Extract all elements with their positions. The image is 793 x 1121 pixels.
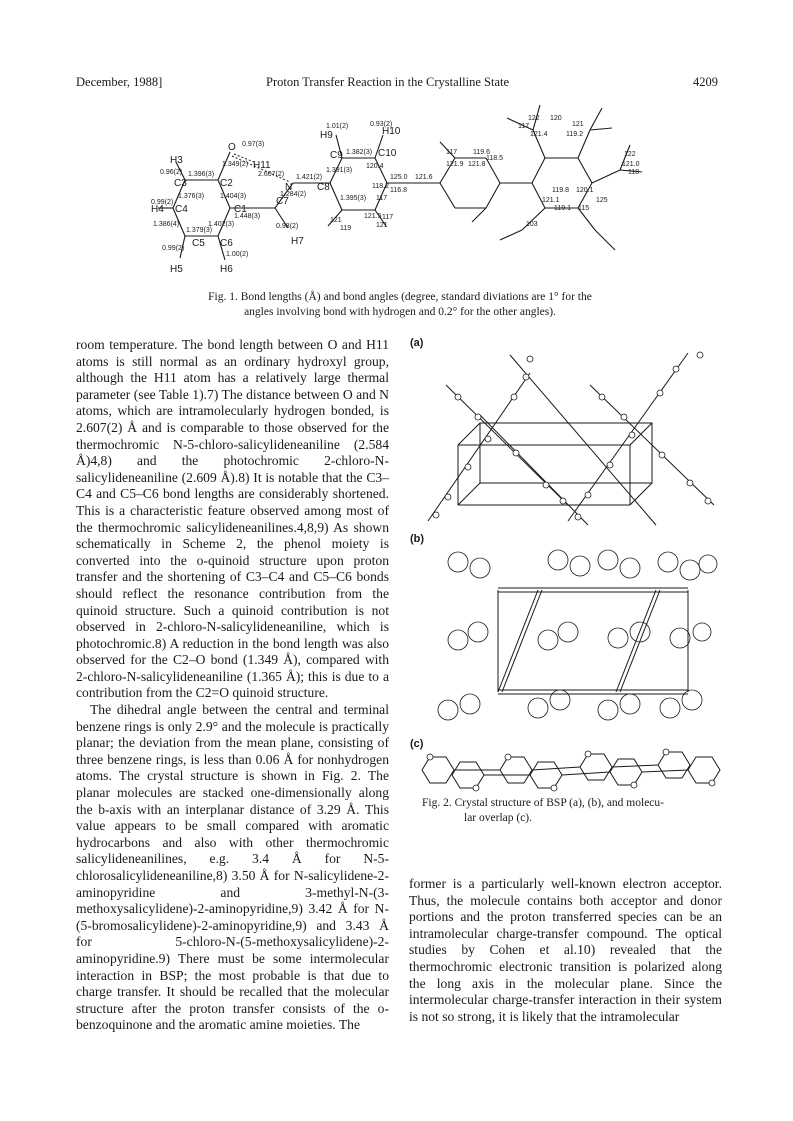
bond-length-label: 1.395(3) [340,195,367,202]
right-column-text [409,876,722,1025]
angle-label: 125 [596,197,608,204]
bond-length-label: 1.349(2) [222,161,249,168]
angle-label: 116.8 [390,187,407,194]
angle-label: 118 [628,169,640,176]
angle-label: 120.4 [366,163,384,170]
angle-label: 117 [376,195,388,202]
angle-label: 121 [376,222,388,229]
figure-2b-crystal-packing [418,540,720,730]
atom-label: H5 [170,264,183,275]
angle-label: 121.9 [446,161,464,168]
paragraph: former is a particularly well-known electron acceptor. Thus, the molecule contains both acceptor and donor portions and the proton transferred species can be an intramolecular charge-transfer compound. The optical studies by Cohen et al.10) revealed that the thermochromic electronic transition is polarized along the long axis in the molecular plane. Since the intermolecular charge-transfer interaction in their system is not so strong, it is likely that the intramolecular [409,876,722,1024]
angle-label: 117 [446,149,458,156]
caption-line: Fig. 1. Bond lengths (Å) and bond angles (degree, standard diviations are 1° for the [208,291,592,303]
angle-label: 121.6 [415,174,433,181]
caption-line: Fig. 2. Crystal structure of BSP (a), (b), and molecu- [422,797,664,809]
angle-label: 118.2 [372,183,389,190]
bond-length-label: 0.96(2) [160,169,183,176]
angle-label: 117 [518,123,530,130]
caption-line: angles involving bond with hydrogen and 0.2° for the other angles). [244,306,556,318]
atom-label: C4 [175,204,188,215]
running-header [76,75,718,95]
figure-2-label-b: (b) [410,533,425,545]
atom-label: C10 [378,148,397,159]
angle-label: 119.8 [552,187,569,194]
atom-label: H10 [382,126,401,137]
angle-label: 122 [624,151,636,158]
bond-length-label: 1.402(3) [208,221,235,228]
angle-label: 121 [330,217,342,224]
figure-1-molecular-structure [150,100,650,290]
bond-length-label: 1.376(3) [178,193,205,200]
bond-length-label: 1.396(3) [188,171,215,178]
atom-label: C1 [234,204,247,215]
atom-label: C9 [330,150,343,161]
atom-label: O [228,142,236,153]
angle-label: 122 [528,115,540,122]
bond-length-label: 0.99(2) [151,199,174,206]
atom-label: C8 [317,182,330,193]
angle-label: 121.5 [364,213,382,220]
atom-label: C2 [220,178,233,189]
bond-length-label: 1.00(2) [226,251,249,258]
figure-2a-crystal-packing [418,345,720,530]
atom-label: H4 [151,204,164,215]
bond-length-label: 0.93(2) [370,121,393,128]
caption-line: lar overlap (c). [464,812,533,824]
atom-label: H9 [320,130,333,141]
atom-label: H7 [291,236,304,247]
paragraph: The dihedral angle between the central and terminal benzene rings is only 2.9° and the molecule is practically planar; the deviation from the mean plane, consisting of three benzene rings, is less than 0.06 Å for nonhydrogen atoms. The crystal structure is shown in Fig. 2. The planar molecules are stacked one-dimensionally along the b-axis with an interplanar distance of 3.29 Å. This value appears to be small compared with aromatic hydrocarbons and also with other thermochromic salicylideneanilines, e.g. 3.4 Å for N-5-chlorosalicylideneaniline,8) 3.50 Å for N-salicylidene-2-aminopyridine and 3-methyl-N-(3-methoxysalicylidene)-2-aminopyridine,9) 3.42 Å for N-(5-bromosalicylidene)-2-aminopyridine,9) and 3.43 Å for 5-chloro-N-(5-methoxysalicylidene)-2-aminopyridine.9) There must be some intermolecular interaction in BSP; the most probable is that due to charge transfer. It should be recalled that the molecular structure after the proton transfer consists of the o-benzoquinone and the aromatic amine moieties. The [76,702,389,1033]
angle-label: 119.1 [554,205,571,212]
bond-length-label: 2.607(2) [258,171,285,178]
bond-length-label: 0.99(2) [162,245,185,252]
angle-label: 120.1 [576,187,594,194]
atom-label: H11 [253,160,271,171]
bond-length-label: 1.382(3) [346,149,373,156]
atom-label: H3 [170,155,183,166]
figure-2c-molecular-overlap [412,745,724,795]
angle-label: 120 [550,115,562,122]
bond-length-label: 1.01(2) [326,123,349,130]
angle-label: 125.0 [390,174,408,181]
angle-label: 119 [340,225,352,232]
header-page-number: 4209 [693,75,718,89]
angle-label: 119.2 [566,131,583,138]
angle-label: 121.1 [542,197,560,204]
atom-label: C7 [276,196,289,207]
bond-length-label: 0.97(3) [242,141,265,148]
atom-label: C6 [220,238,233,249]
angle-label: 117 [382,214,394,221]
angle-label: 118.5 [486,155,503,162]
angle-label: 103 [526,221,538,228]
angle-label: 115 [578,205,590,212]
figure-2-label-a: (a) [410,337,424,349]
header-title: Proton Transfer Reaction in the Crystalline State [266,75,510,89]
figure-1-caption [180,290,620,320]
bond-length-label: 1.379(3) [186,227,213,234]
atom-label: C5 [192,238,205,249]
figure-2-caption [422,796,722,826]
bond-length-label: 1.404(3) [220,193,247,200]
atom-label: C3 [174,178,187,189]
header-date: December, 1988] [76,75,163,89]
paragraph: room temperature. The bond length between O and H11 atoms is still normal as an ordinary hydroxyl group, although the H11 atom has a relatively large thermal parameter (see Table 1).7) The distance between O and N atoms, which are intramolecularly hydrogen bonded, is 2.607(2) Å and is comparable to those observed for the thermochromic N-5-chloro-salicylideneaniline (2.584 Å)4,8) and the photochromic 2-chloro-N-salicylideneaniline (2.609 Å).8) It is notable that the C3–C4 and C5–C6 bond lengths are considerably shortened. This is a characteristic feature observed among most of the thermochromic salicylideneanilines.4,8,9) As shown schematically in Scheme 2, the phenol moiety is converted into the o-quinoid structure upon proton transfer and the shortening of C3–C4 and C5–C6 bonds should reflect the resonance contribution from the quinoid structure. Such a quinoid contribution is not observed in 2-chloro-N-salicylideneaniline, which is photochromic.8) A reduction in the bond length was also observed for the C2–O bond (1.349 Å), compared with 2-chloro-N-salicylideneaniline (1.365 Å); this is due to a contribution from the C2=O quinoid structure. [76,337,389,701]
bond-length-label: 1.448(3) [234,213,261,220]
atom-label: N [285,182,293,193]
angle-label: 121 [572,121,584,128]
left-column-text [76,337,389,1034]
angle-label: 121.8 [468,161,486,168]
angle-label: 121.0 [622,161,640,168]
bond-length-label: 0.98(2) [276,223,299,230]
bond-length-label: 1.284(2) [280,191,307,198]
figure-2-label-c: (c) [410,738,424,750]
angle-label: 119.6 [473,149,490,156]
bond-length-label: 1.421(2) [296,174,323,181]
bond-length-label: 1.386(4) [153,221,180,228]
bond-length-label: 1.391(3) [326,167,353,174]
angle-label: 121.4 [530,131,548,138]
atom-label: H6 [220,264,233,275]
